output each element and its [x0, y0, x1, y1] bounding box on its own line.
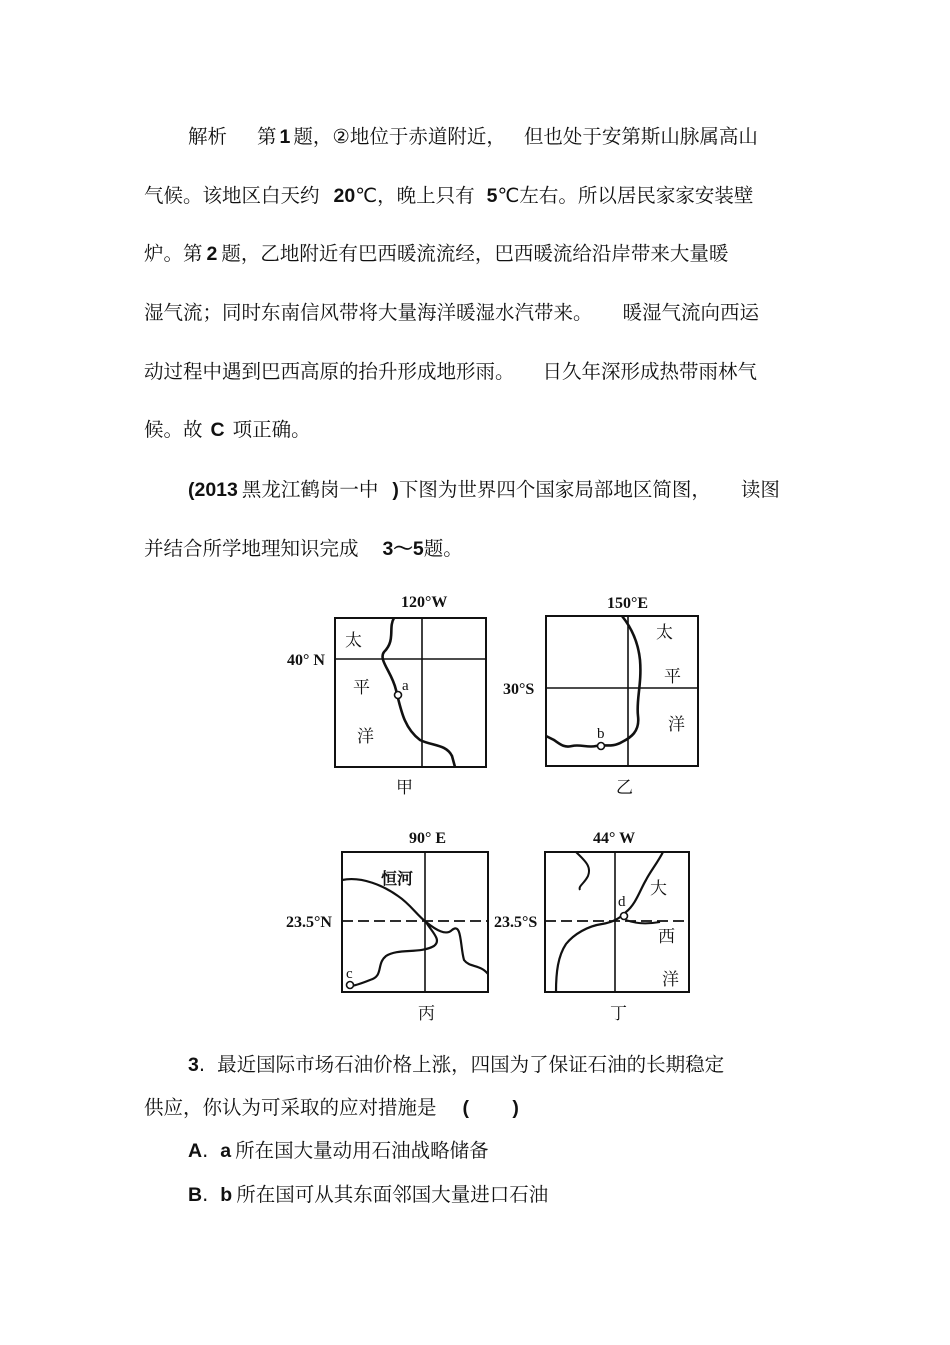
map-ding-caption: 丁 [610, 1004, 627, 1024]
map-yi [503, 595, 698, 798]
map-yi-lat: 30°S [503, 681, 535, 698]
map-jia-caption: 甲 [396, 778, 413, 798]
map-ding-frame [545, 852, 689, 992]
map-jia-lon: 120°W [401, 594, 448, 611]
map-yi-point-label: b [597, 726, 605, 742]
map-jia [287, 594, 486, 798]
map-yi-point-b [598, 743, 605, 750]
map-bing-caption: 丙 [418, 1004, 435, 1024]
map-ding-point-d [621, 913, 628, 920]
map-yi-caption: 乙 [616, 778, 633, 798]
map-yi-lon: 150°E [607, 595, 649, 612]
map-bing [286, 830, 488, 1024]
map-bing-lon: 90° E [409, 830, 447, 847]
map-bing-point-c [347, 982, 354, 989]
answer-blank: ( ) [462, 1097, 519, 1119]
map-ding-ocean-3: 洋 [662, 970, 679, 990]
map-ding-coastline [556, 852, 663, 992]
map-ding-river [576, 852, 589, 890]
map-bing-coastline [342, 879, 488, 974]
map-jia-lat: 40° N [287, 652, 325, 669]
analysis-line-1: 解析 第 1 题，②地位于赤道附近， 但也处于安第斯山脉属高山 [188, 125, 758, 148]
analysis-line-3: 炉。第 2 题，乙地附近有巴西暖流流经，巴西暖流给沿岸带来大量暖 [144, 242, 729, 265]
intro-line-1: (2013 黑龙江鹤岗一中 )下图为世界四个国家局部地区简图， 读图 [188, 478, 780, 501]
intro-line-2: 并结合所学地理知识完成 3～5题。 [144, 537, 463, 560]
map-yi-coastline [546, 616, 640, 747]
analysis-line-2: 气候。该地区白天约 20℃，晚上只有 5℃左右。所以居民家家安装壁 [144, 184, 754, 207]
map-ding [494, 830, 689, 1024]
option-b: B. b 所在国可从其东面邻国大量进口石油 [188, 1183, 549, 1206]
map-ding-point-label: d [618, 894, 626, 910]
map-jia-frame [335, 618, 486, 767]
map-jia-ocean-3: 洋 [357, 727, 374, 747]
map-ding-lat: 23.5°S [494, 914, 538, 931]
question-3-stem-2: 供应，你认为可采取的应对措施是 ( ) [144, 1096, 519, 1119]
map-yi-ocean-1: 太 [656, 623, 673, 643]
map-jia-point-label: a [402, 678, 409, 694]
map-yi-frame [546, 616, 698, 766]
option-b-letter: B [188, 1184, 203, 1206]
analysis-line-4: 湿气流；同时东南信风带将大量海洋暖湿水汽带来。 暖湿气流向西运 [144, 301, 760, 324]
map-bing-frame [342, 852, 488, 992]
map-bing-river-label: 恒河 [381, 869, 414, 888]
map-ding-lon: 44° W [593, 830, 636, 847]
source-school: 黑龙江鹤岗一中 [241, 478, 379, 501]
analysis-line-6: 候。故 C 项正确。 [144, 418, 311, 441]
analysis-line-5: 动过程中遇到巴西高原的抬升形成地形雨。 日久年深形成热带雨林气 [144, 360, 758, 383]
question-number: 3 [188, 1054, 199, 1076]
analysis-label: 解析 [188, 125, 228, 148]
map-bing-lat: 23.5°N [286, 914, 332, 931]
map-ding-ocean-2: 西 [658, 927, 675, 947]
map-jia-point-a [395, 692, 402, 699]
option-a: A. a 所在国大量动用石油战略储备 [188, 1139, 489, 1162]
map-bing-point-label: c [346, 966, 353, 982]
option-a-letter: A [188, 1140, 203, 1162]
question-3-stem-1: 3. 最近国际市场石油价格上涨，四国为了保证石油的长期稳定 [188, 1053, 725, 1076]
map-yi-ocean-3: 洋 [668, 715, 685, 735]
map-jia-ocean-2: 平 [353, 678, 370, 698]
map-ding-ocean-1: 大 [650, 879, 667, 899]
map-jia-coastline [383, 618, 455, 767]
map-jia-ocean-1: 太 [345, 631, 362, 651]
map-yi-ocean-2: 平 [664, 667, 681, 687]
map-ding-shore [626, 920, 660, 923]
map-bing-river-ganges [350, 922, 437, 986]
